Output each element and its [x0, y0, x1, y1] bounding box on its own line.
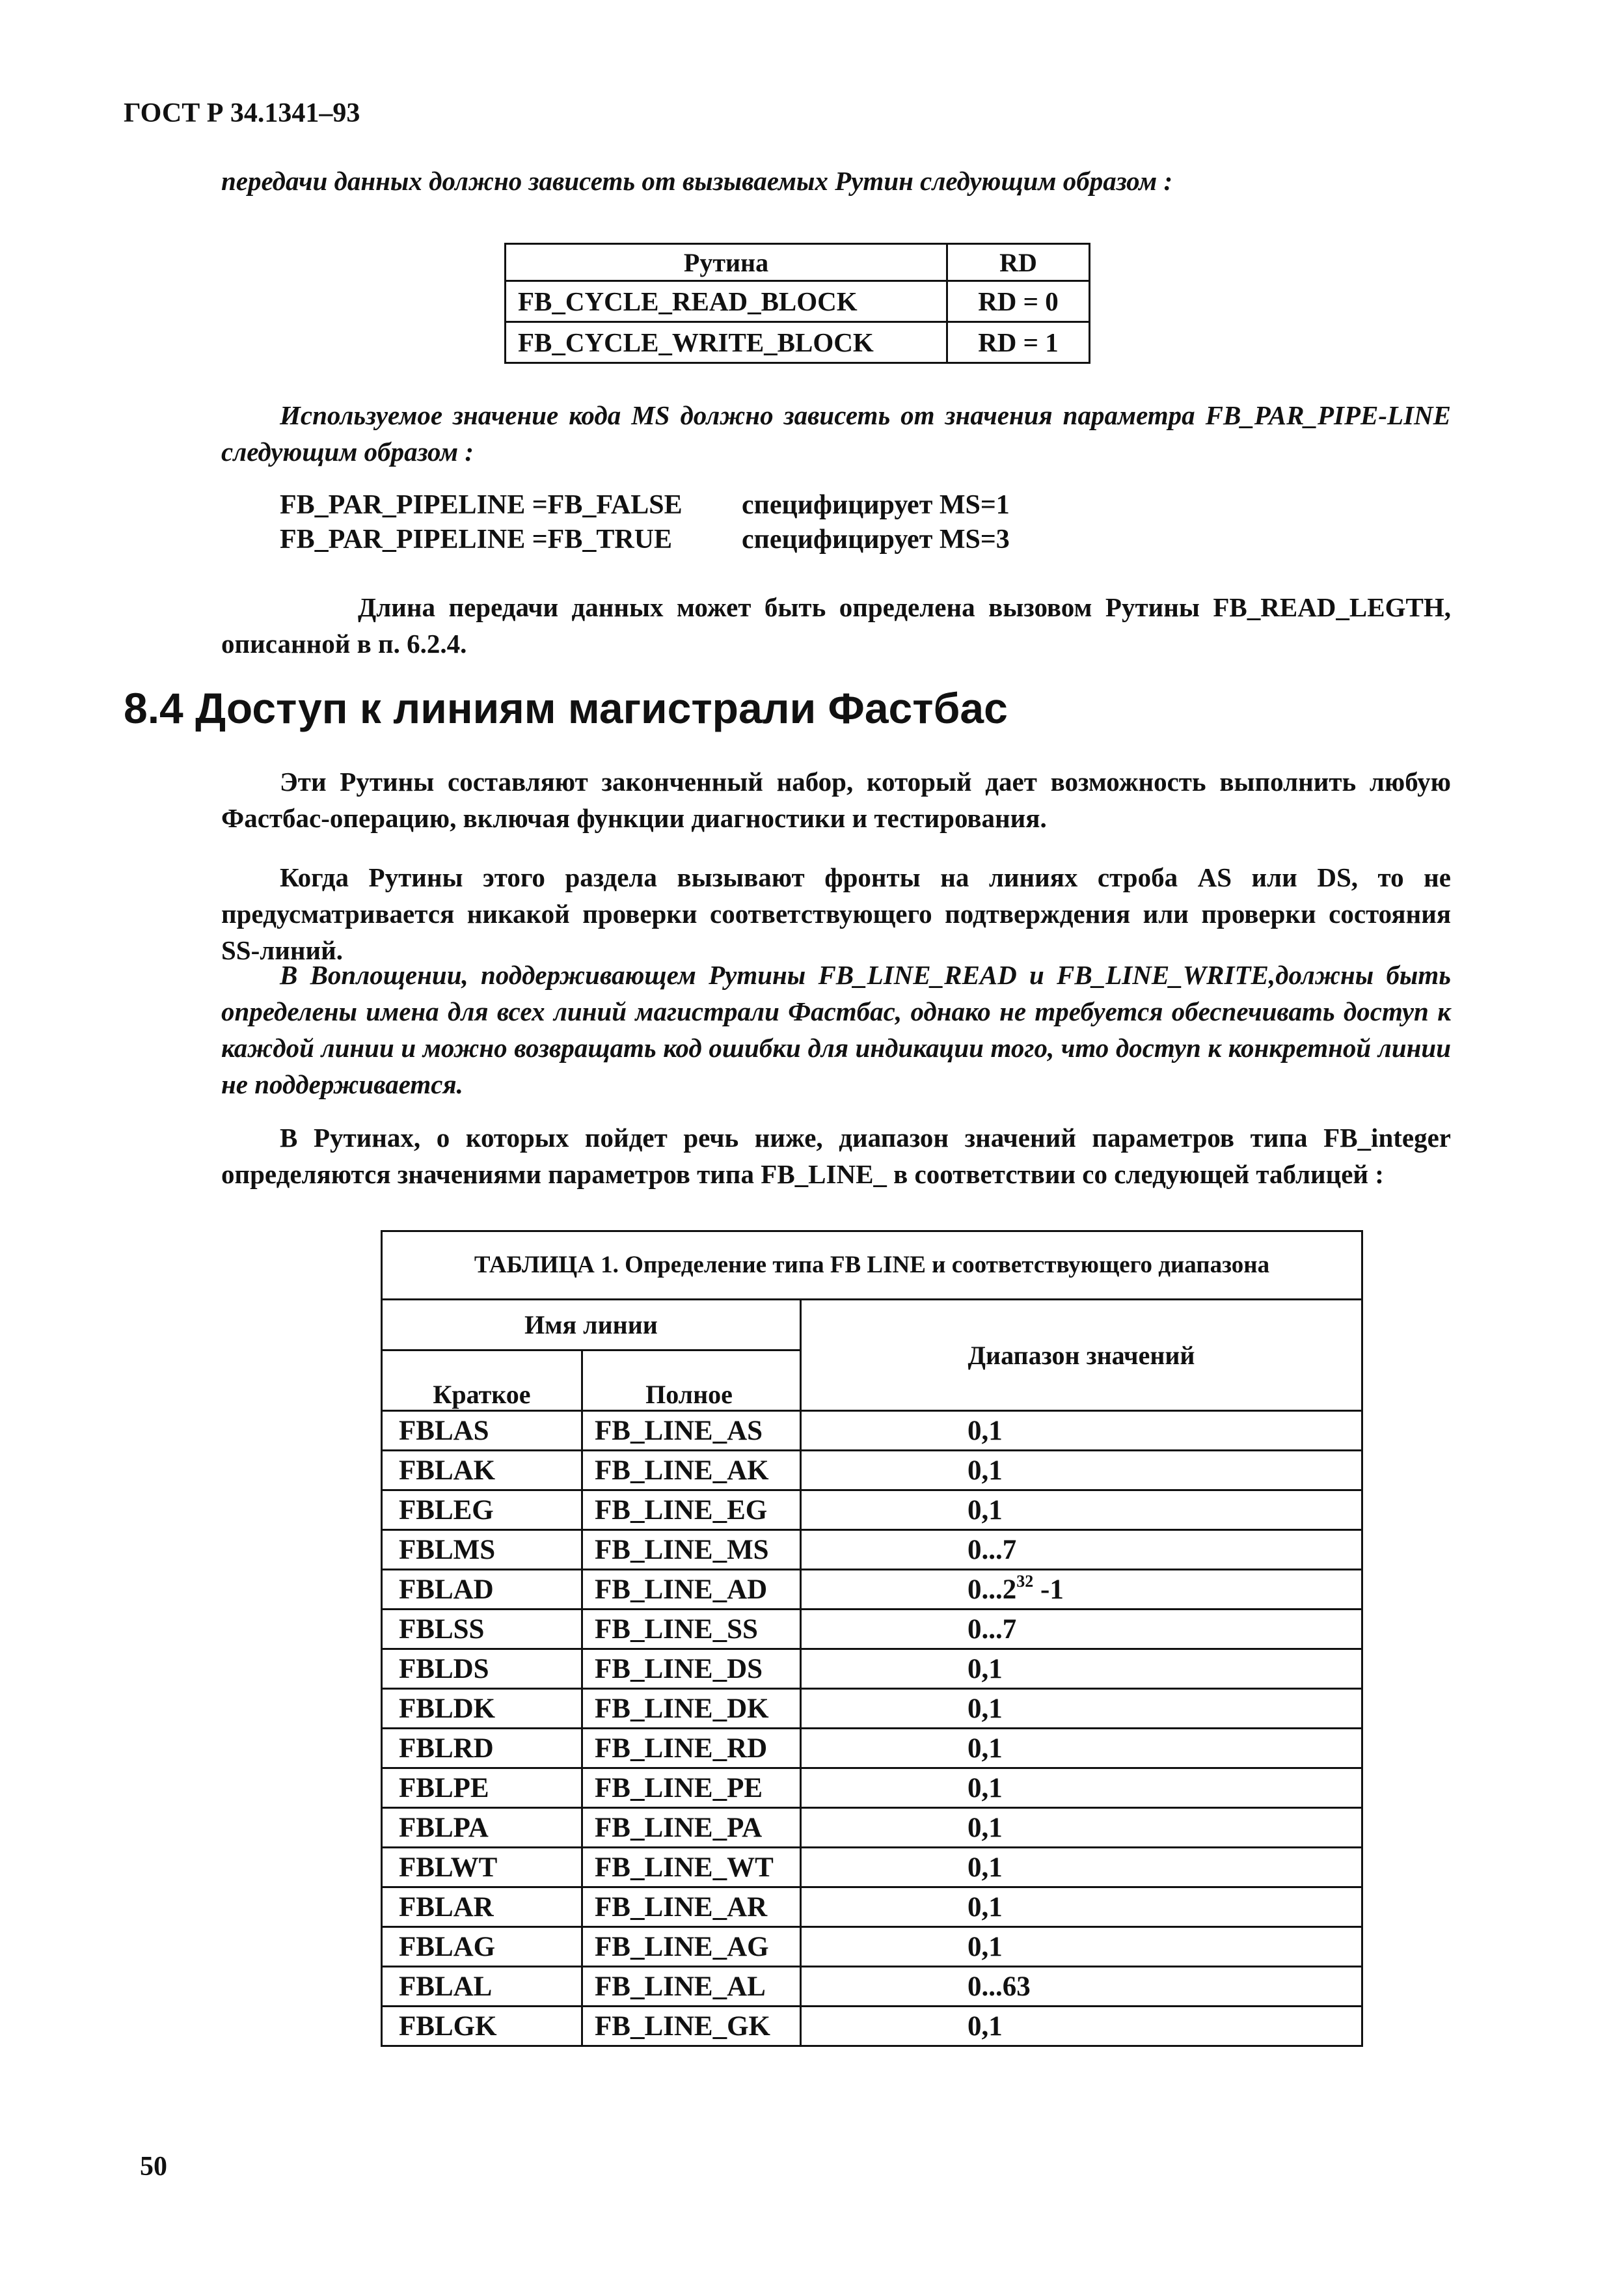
- range-value: 0,1: [968, 1455, 1003, 1486]
- rd-table: [504, 243, 1090, 364]
- range-value: 0...7: [968, 1534, 1017, 1565]
- table-row: [382, 1967, 1362, 2007]
- full-name-cell: FB_LINE_PA: [582, 1808, 801, 1848]
- full-name-cell: FB_LINE_AS: [582, 1411, 801, 1451]
- range-cell: [801, 1490, 1362, 1530]
- full-name-cell: FB_LINE_RD: [582, 1729, 801, 1768]
- pipeline-spec: специфицирует MS=3: [742, 525, 1010, 555]
- table-row: [382, 1451, 1362, 1490]
- short-name-cell: FBLRD: [382, 1729, 582, 1768]
- full-name-cell: FB_LINE_EG: [582, 1490, 801, 1530]
- short-name-cell: FBLAG: [382, 1927, 582, 1967]
- table-row: [382, 1649, 1362, 1689]
- short-name-cell: FBLDK: [382, 1689, 582, 1729]
- table-row: [382, 1490, 1362, 1530]
- table-row: [506, 322, 1090, 363]
- range-cell: [801, 1729, 1362, 1768]
- paragraph: Когда Рутины этого раздела вызывают фронты на линиях строба AS или DS, то не предусматривается никакой проверки соответствующего подтверждения или проверки состояния SS-линий.: [221, 862, 1451, 965]
- range-exponent: 32: [1016, 1571, 1034, 1591]
- short-name-cell: FBLSS: [382, 1610, 582, 1649]
- range-cell: [801, 1451, 1362, 1490]
- ms-text: Используемое значение кода MS должно зависеть от значения параметра FB_PAR_PIPE-LINE следующим образом :: [221, 400, 1451, 467]
- rd-table-header-rd: RD: [947, 244, 1090, 281]
- range-value: 0,1: [968, 1693, 1003, 1724]
- full-name-cell: FB_LINE_AL: [582, 1967, 801, 2007]
- full-name-cell: FB_LINE_AD: [582, 1570, 801, 1610]
- table-row: [382, 1808, 1362, 1848]
- full-name-cell: FB_LINE_SS: [582, 1610, 801, 1649]
- short-name-cell: FBLGK: [382, 2007, 582, 2046]
- short-name-cell: FBLWT: [382, 1848, 582, 1887]
- range-cell: [801, 1570, 1362, 1610]
- table-row: [382, 1848, 1362, 1887]
- line-table: [381, 1230, 1363, 2047]
- range-value: 0...63: [968, 1971, 1031, 2002]
- table-row: [382, 1768, 1362, 1808]
- short-name-cell: FBLPA: [382, 1808, 582, 1848]
- table-row: [382, 1689, 1362, 1729]
- short-name-cell: FBLAR: [382, 1887, 582, 1927]
- pipeline-param: FB_PAR_PIPELINE =FB_FALSE: [280, 490, 683, 520]
- range-cell: [801, 1848, 1362, 1887]
- range-value: 0,1: [968, 1415, 1003, 1446]
- range-value: 0,1: [968, 1494, 1003, 1526]
- table-row: [382, 2007, 1362, 2046]
- table-row: [382, 1729, 1362, 1768]
- full-name-cell: FB_LINE_AR: [582, 1887, 801, 1927]
- rd-table-header-routine: Рутина: [506, 244, 947, 281]
- range-cell: [801, 1649, 1362, 1689]
- length-text: Длина передачи данных может быть определена вызовом Рутины FB_READ_LEGTH, описанной в п. 6.2.4.: [221, 592, 1451, 659]
- paragraph: В Рутинах, о которых пойдет речь ниже, диапазон значений параметров типа FB_integer определяются значениями параметров типа FB_LINE_ в соответствии со следующей таблицей :: [221, 1123, 1451, 1189]
- table-row: [382, 1610, 1362, 1649]
- short-header: Краткое: [382, 1350, 582, 1411]
- short-name-cell: FBLDS: [382, 1649, 582, 1689]
- paragraph: Эти Рутины составляют законченный набор, который дает возможность выполнить любую Фастбас-операцию, включая функции диагностики и тестирования.: [221, 767, 1451, 833]
- range-value: 0,1: [968, 1653, 1003, 1684]
- short-name-cell: FBLAL: [382, 1967, 582, 2007]
- table-row: [382, 1927, 1362, 1967]
- range-value: 0...7: [968, 1613, 1017, 1645]
- short-name-cell: FBLAD: [382, 1570, 582, 1610]
- section-title: 8.4 Доступ к линиям магистрали Фастбас: [124, 684, 1008, 732]
- range-suffix: -1: [1033, 1574, 1064, 1605]
- italic-paragraph: В Воплощении, поддерживающем Рутины FB_LINE_READ и FB_LINE_WRITE,должны быть определены имена для всех линий магистрали Фастбас, однако не требуется обеспечивать доступ к каждой линии и можно возвращать код ошибки для индикации того, что доступ к конкретной линии не поддерживается.: [221, 960, 1451, 1099]
- range-cell: [801, 1967, 1362, 2007]
- short-name-cell: FBLEG: [382, 1490, 582, 1530]
- page-number: 50: [140, 2152, 167, 2182]
- range-value: 0,1: [968, 1852, 1003, 1883]
- rd-table-cell: RD = 1: [947, 322, 1090, 363]
- table-title: ТАБЛИЦА 1. Определение типа FB LINE и соответствующего диапазона: [382, 1231, 1362, 1300]
- rd-table-cell: FB_CYCLE_READ_BLOCK: [506, 281, 947, 322]
- range-cell: [801, 1887, 1362, 1927]
- range-header: Диапазон значений: [801, 1300, 1362, 1411]
- short-name-cell: FBLMS: [382, 1530, 582, 1570]
- range-cell: [801, 2007, 1362, 2046]
- range-cell: [801, 1411, 1362, 1451]
- short-name-cell: FBLPE: [382, 1768, 582, 1808]
- full-name-cell: FB_LINE_GK: [582, 2007, 801, 2046]
- range-value: 0,1: [968, 1812, 1003, 1843]
- full-name-cell: FB_LINE_DS: [582, 1649, 801, 1689]
- table-row: [382, 1411, 1362, 1451]
- range-value: 0,1: [968, 2010, 1003, 2042]
- rd-table-cell: FB_CYCLE_WRITE_BLOCK: [506, 322, 947, 363]
- full-name-cell: FB_LINE_PE: [582, 1768, 801, 1808]
- document-header: ГОСТ Р 34.1341–93: [124, 98, 360, 128]
- table-row: [506, 281, 1090, 322]
- range-cell: [801, 1610, 1362, 1649]
- range-cell: [801, 1689, 1362, 1729]
- range-value: 0...2: [968, 1574, 1017, 1605]
- pipeline-spec: специфицирует MS=1: [742, 490, 1010, 520]
- name-header: Имя линии: [382, 1300, 801, 1350]
- table-row: [382, 1530, 1362, 1570]
- intro-text: передачи данных должно зависеть от вызываемых Рутин следующим образом :: [221, 166, 1173, 196]
- full-name-cell: FB_LINE_DK: [582, 1689, 801, 1729]
- pipeline-param: FB_PAR_PIPELINE =FB_TRUE: [280, 525, 673, 555]
- range-cell: [801, 1808, 1362, 1848]
- line-table-body: [382, 1411, 1362, 2046]
- range-value: 0,1: [968, 1931, 1003, 1962]
- table-row: [382, 1887, 1362, 1927]
- full-name-cell: FB_LINE_AK: [582, 1451, 801, 1490]
- range-value: 0,1: [968, 1733, 1003, 1764]
- range-value: 0,1: [968, 1772, 1003, 1803]
- short-name-cell: FBLAS: [382, 1411, 582, 1451]
- full-name-cell: FB_LINE_WT: [582, 1848, 801, 1887]
- full-name-cell: FB_LINE_AG: [582, 1927, 801, 1967]
- range-cell: [801, 1768, 1362, 1808]
- range-cell: [801, 1927, 1362, 1967]
- range-cell: [801, 1530, 1362, 1570]
- full-header: Полное: [582, 1350, 801, 1411]
- rd-table-cell: RD = 0: [947, 281, 1090, 322]
- short-name-cell: FBLAK: [382, 1451, 582, 1490]
- full-name-cell: FB_LINE_MS: [582, 1530, 801, 1570]
- range-value: 0,1: [968, 1891, 1003, 1923]
- table-row: [382, 1570, 1362, 1610]
